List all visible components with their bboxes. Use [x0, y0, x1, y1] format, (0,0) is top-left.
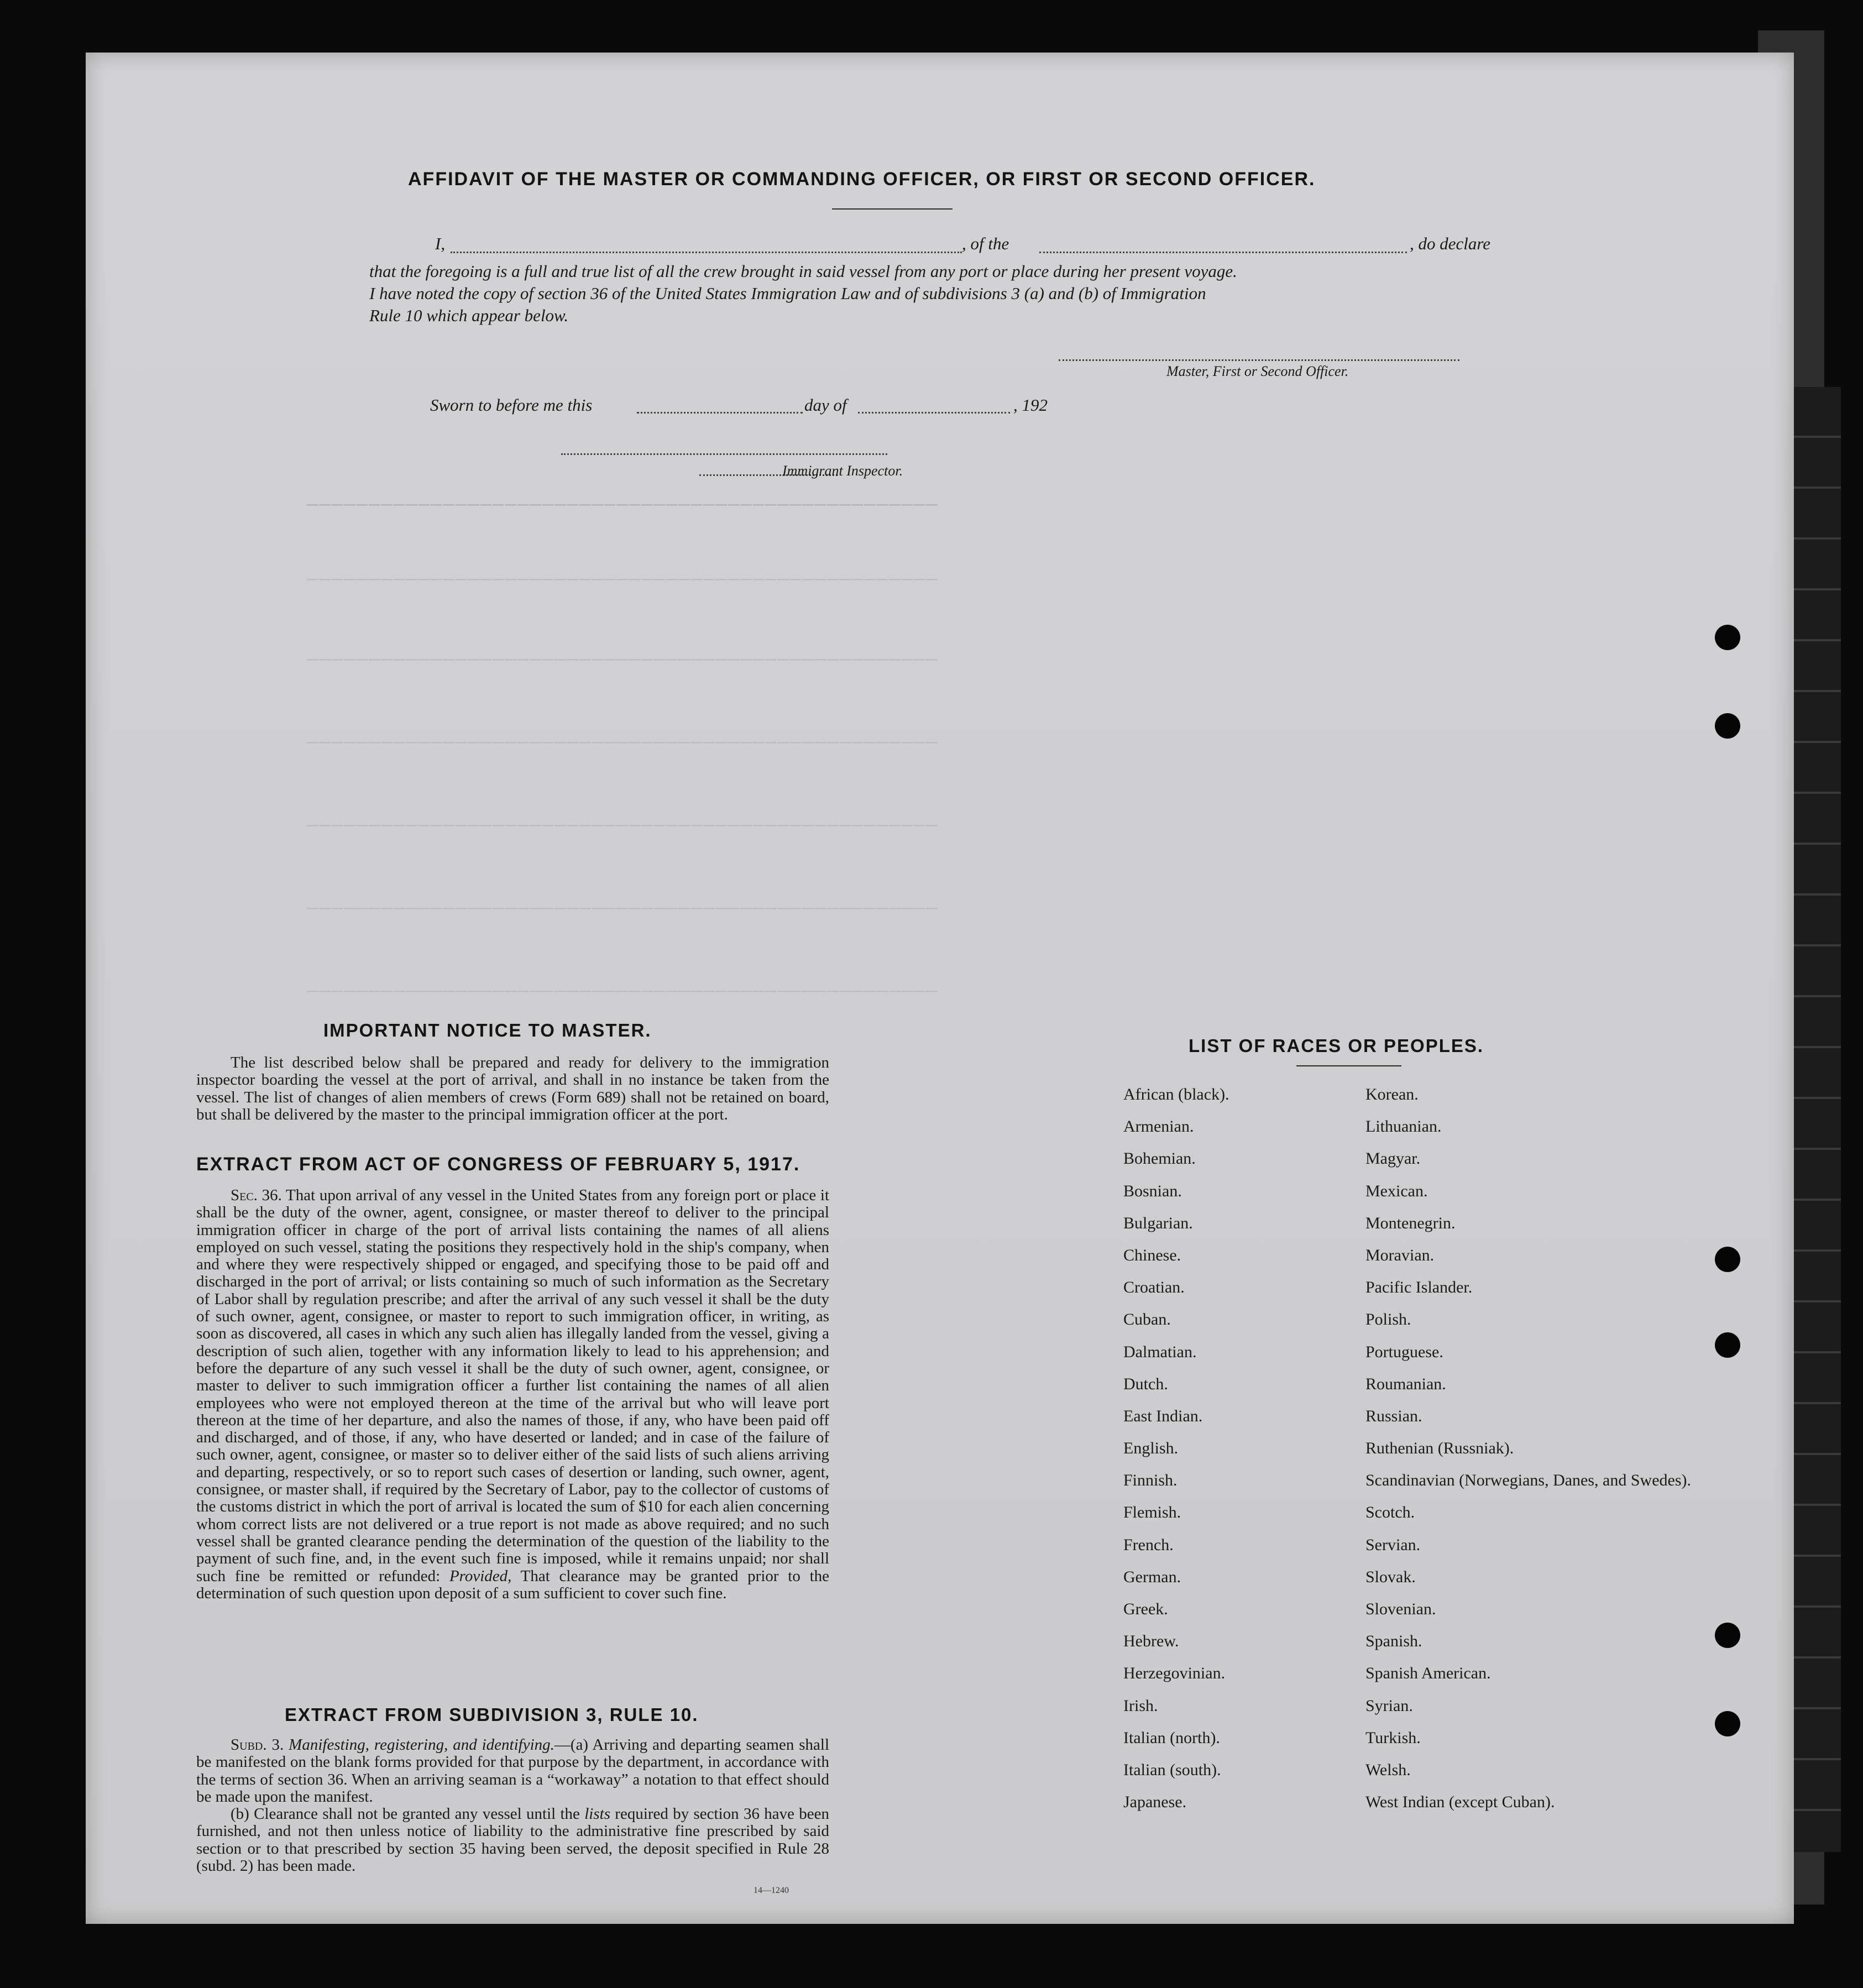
manifest-page — [86, 53, 1794, 1924]
race-item: Croatian. — [1123, 1278, 1185, 1297]
divider — [832, 208, 953, 210]
name-blank — [451, 252, 962, 253]
race-item: Magyar. — [1365, 1149, 1421, 1168]
race-item: Irish. — [1123, 1696, 1158, 1715]
section-label: Sec. 36. — [231, 1186, 282, 1204]
affidavit-line-4: Rule 10 which appear below. — [369, 306, 569, 325]
race-item: Welsh. — [1365, 1760, 1411, 1779]
race-item: Portuguese. — [1365, 1342, 1443, 1361]
notice-body — [196, 1054, 829, 1123]
race-item: Mexican. — [1365, 1181, 1428, 1200]
race-item: Lithuanian. — [1365, 1117, 1442, 1136]
race-item: Italian (south). — [1123, 1760, 1221, 1779]
inspector-signature-line — [561, 453, 887, 455]
act-text: That upon arrival of any vessel in the United States from any foreign port or place it shall be the duty of the owner, agent, consignee, or master thereof to deliver to the principal immigration officer in charge of the port of arrival lists containing the names of all aliens employed on such vessel, stating the positions they respectively hold in the ship's company, when and where they were respectively shipped or engaged, and specifying those to be paid off and discharged in the port of arrival; or lists containing so much of such information as the Secretary of Labor shall by regulation prescribe; and after the arrival of any such vessel it shall be the duty of such owner, agent, consignee, or master to report to such immigration officer, in writing, as soon as discovered, all cases in which any such alien has illegally landed from the vessel, giving a description of such alien, together with any information likely to lead to his apprehension; and before the departure of any such vessel it shall be the duty of such owner, agent, consignee, or master to deliver to such immigration officer a further list containing the names of all alien employees who were not employed thereon at the time of the arrival but who will leave port thereon at the time of her departure, and also the names of those, if any, who have been paid off and discharged, and of those, if any, who have deserted or landed; and in case of the failure of such owner, agent, consignee, or master so to deliver either of the said lists of such aliens arriving and departing, respectively, or so to report such cases of desertion or landing, such owner, agent, consignee, or master shall, if required by the Secretary of Labor, pay to the collector of customs of the customs district in which the port of arrival is located the sum of $10 for each alien concerning whom correct lists are not delivered or a true report is not made as above required; and no such vessel shall be granted clearance pending the determination of the question of the liability to the payment of such fine, and, in the event such fine is imposed, while it remains unpaid; nor shall such fine be remitted or refunded: — [196, 1186, 830, 1585]
races-right-column — [1365, 1085, 1691, 1825]
bleed-through-text: ——————————————————————————————————————————————————— — [307, 495, 939, 516]
bleed-through-text: ——————————————————————————————————————————————————— — [307, 650, 939, 671]
sworn-prefix: Sworn to before me this — [430, 395, 593, 415]
master-signature-caption: Master, First or Second Officer. — [1166, 363, 1349, 379]
race-item: Roumanian. — [1365, 1374, 1446, 1393]
affidavit-declare: , do declare — [1410, 234, 1491, 253]
bleed-through-text: ——————————————————————————————————————————————————— — [307, 981, 939, 1002]
para-a: —(a) Arriving and departing seamen shall be manifested on the blank forms provided for that purpose by the department, in accordance with the terms of section 36. When an arriving seaman is a “workaway” a notation to that effect should be made upon the manifest. — [196, 1736, 829, 1806]
race-item: Japanese. — [1123, 1793, 1187, 1812]
inspector-caption: Immigrant Inspector. — [782, 463, 903, 479]
race-item: Chinese. — [1123, 1246, 1181, 1264]
race-item: Bosnian. — [1123, 1181, 1182, 1200]
races-heading: LIST OF RACES OR PEOPLES. — [1189, 1035, 1484, 1056]
race-item: Polish. — [1365, 1310, 1411, 1329]
bleed-through-text: ——————————————————————————————————————————————————— — [307, 815, 939, 836]
race-item: Russian. — [1365, 1406, 1422, 1425]
race-item: Greek. — [1123, 1600, 1168, 1618]
race-item: Dutch. — [1123, 1374, 1168, 1393]
races-left-column — [1123, 1085, 1229, 1825]
affidavit-line-3: I have noted the copy of section 36 of the United States Immigration Law and of subdivisions 3 (a) and (b) of Immigration — [369, 284, 1206, 303]
race-item: Spanish American. — [1365, 1664, 1491, 1683]
race-item: Slovak. — [1365, 1567, 1416, 1586]
master-signature-line — [1059, 359, 1459, 361]
rule-heading: EXTRACT FROM SUBDIVISION 3, RULE 10. — [285, 1704, 699, 1725]
subd-title: Manifesting, registering, and identifying. — [289, 1736, 554, 1754]
race-item: Dalmatian. — [1123, 1342, 1197, 1361]
para-b-lists: lists — [584, 1805, 610, 1823]
sworn-month-blank — [858, 412, 1010, 414]
act-text-end: That clearance may be granted prior to the determination of such question upon deposit of a sum sufficient to cover such fine. — [196, 1567, 830, 1602]
notice-text: The list described below shall be prepared and ready for delivery to the immigration inspector boarding the vessel at the port of arrival, and shall in no instance be taken from the vessel. The list of changes of alien members of crews (Form 689) shall not be retained on board, but shall be delivered by the master to the principal immigration officer at the port. — [196, 1054, 829, 1123]
race-item: Flemish. — [1123, 1503, 1181, 1522]
para-b-end: required by section 36 have been furnished, and not then unless notice of liability to the administrative fine prescribed by said section or to that prescribed by section 35 having been served, the deposit specified in Rule 28 (subd. 2) has been made. — [196, 1805, 830, 1875]
subd-label: Subd. 3. — [231, 1736, 284, 1754]
affidavit-of-the: , of the — [962, 234, 1009, 253]
race-item: Hebrew. — [1123, 1632, 1179, 1651]
punch-hole — [1715, 713, 1740, 739]
bleed-through-text: ——————————————————————————————————————————————————— — [307, 898, 939, 919]
notice-heading: IMPORTANT NOTICE TO MASTER. — [323, 1020, 652, 1040]
race-item: West Indian (except Cuban). — [1365, 1793, 1555, 1812]
act-heading: EXTRACT FROM ACT OF CONGRESS OF FEBRUARY 5, 1917. — [196, 1154, 800, 1175]
race-item: East Indian. — [1123, 1406, 1203, 1425]
punch-hole — [1715, 1623, 1740, 1648]
race-item: Finnish. — [1123, 1471, 1178, 1490]
race-item: Syrian. — [1365, 1696, 1413, 1715]
race-item: Scandinavian (Norwegians, Danes, and Swedes). — [1365, 1471, 1691, 1490]
vessel-blank — [1039, 252, 1407, 253]
race-item: Herzegovinian. — [1123, 1664, 1226, 1683]
sworn-year: , 192 — [1013, 395, 1048, 415]
race-item: Montenegrin. — [1365, 1213, 1456, 1232]
race-item: Turkish. — [1365, 1728, 1421, 1747]
race-item: African (black). — [1123, 1085, 1229, 1103]
act-body — [196, 1187, 829, 1602]
punch-hole — [1715, 1247, 1740, 1272]
bleed-through-text: ——————————————————————————————————————————————————— — [307, 569, 939, 590]
form-number: 14—1240 — [753, 1886, 789, 1895]
affidavit-heading: AFFIDAVIT OF THE MASTER OR COMMANDING OFFICER, OR FIRST OR SECOND OFFICER. — [408, 169, 1316, 190]
sworn-day-blank — [637, 412, 803, 414]
race-item: Scotch. — [1365, 1503, 1415, 1522]
punch-hole — [1715, 1711, 1740, 1736]
race-item: Armenian. — [1123, 1117, 1194, 1136]
back-sheet-edge — [1788, 387, 1841, 1852]
race-item: Spanish. — [1365, 1632, 1422, 1651]
affidavit-i: I, — [435, 234, 446, 253]
race-item: Pacific Islander. — [1365, 1278, 1473, 1297]
race-item: Cuban. — [1123, 1310, 1171, 1329]
punch-hole — [1715, 1332, 1740, 1358]
affidavit-line-2: that the foregoing is a full and true list of all the crew brought in said vessel from any port or place during her present voyage. — [369, 261, 1237, 281]
para-b-start: (b) Clearance shall not be granted any vessel until the — [231, 1805, 580, 1823]
sworn-day-of: day of — [804, 395, 847, 415]
rule-body — [196, 1736, 829, 1875]
race-item: Korean. — [1365, 1085, 1419, 1103]
race-item: French. — [1123, 1535, 1174, 1554]
punch-hole — [1715, 625, 1740, 650]
race-item: Bulgarian. — [1123, 1213, 1193, 1232]
race-item: Slovenian. — [1365, 1600, 1436, 1618]
race-item: Bohemian. — [1123, 1149, 1196, 1168]
race-item: German. — [1123, 1567, 1181, 1586]
race-item: English. — [1123, 1439, 1179, 1458]
race-item: Italian (north). — [1123, 1728, 1220, 1747]
bleed-through-text: ——————————————————————————————————————————————————— — [307, 733, 939, 754]
race-item: Moravian. — [1365, 1246, 1435, 1264]
divider — [1296, 1065, 1401, 1066]
race-item: Servian. — [1365, 1535, 1421, 1554]
race-item: Ruthenian (Russniak). — [1365, 1439, 1514, 1458]
proviso-word: Provided, — [449, 1567, 512, 1585]
